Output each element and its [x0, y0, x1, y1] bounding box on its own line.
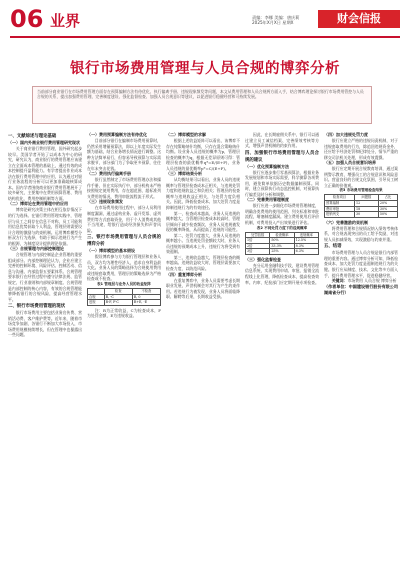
body-paragraph: 因此，在长期雇佣关系中，银行可以通过建立员工诚信档案、完善绩效考核等方式，增强声誉机制的约束作用。: [245, 132, 319, 149]
table-cell: 合规: [88, 294, 105, 300]
table-caption: 表1 管理层与业务人员的收益矩阵: [96, 281, 152, 286]
section-heading: 二、银行市场费用管理的现状: [8, 304, 66, 310]
table-cell: R, 0: [132, 294, 160, 300]
table-cell: 25%: [270, 249, 294, 255]
body-paragraph: 银行虽然制定了市场费用管理办法和操作手册，但在实际执行中，部分机构未严格按照规定使用费用，存在超范围、超标准列支费用的情况，费用审批流程流于形式。: [87, 177, 161, 199]
subsection-heading: （三）合规管理与内部控制理论: [8, 246, 64, 252]
body-paragraph: 第三，违规收益越大，管理层检查的概率越高。违规收益较大时，管理层需要加大检查力度，以防范风险。: [166, 254, 240, 272]
subsection-heading: （四）加大违规处罚力度: [324, 132, 368, 137]
subsection-heading: （一）费用预算编制方法有待优化: [87, 132, 147, 137]
column-4: [245, 132, 319, 568]
table-cell: 30%: [378, 206, 397, 212]
table-cell: 费用审批: [325, 206, 355, 212]
article-title: 银行市场费用管理与人员合规的博弈分析: [70, 60, 340, 77]
article-abstract: 当前部分商业银行在市场费用管理方面存在预算编制方法有待优化、执行偏离手册、违规现象频发等问题，本文从费用管理和人员合规两方面入手，结合博弈理论探讨银行市场费用管控与人员合规的关系，提出加强费用管理、完善制度建设、强化监督检查、加强人员合规意识等建议，以促进银行稳健经营和可持续发展。: [32, 86, 372, 124]
body-paragraph: 第一，检查成本越高，业务人员违规的概率越大。当管理层检查成本较高时，管理层倾向于减少检查频次，业务人员违规被发现的概率降低，从而提高了违规的可能性。: [166, 210, 240, 233]
subsection-heading: （三）强化监督检查: [245, 256, 281, 262]
keywords: [324, 278, 398, 284]
table-cell: 12.5%: [294, 238, 318, 244]
body-paragraph: 在重复博弈中，业务人员需要考虑长期职业发展，声誉机制会对其行为产生约束作用。若违规行为被发现，业务人员将面临降职、解聘等后果，长期收益受损。: [166, 277, 240, 300]
body-paragraph: 博弈论研究决策主体在相互依存情况下的行为选择。在银行费用管理实践中，管理层与员工之间存在信息不对称，员工可能利用信息优势获取个人利益，管理层则需要设计合理的激励与约束机制。运用博弈模型分析双方行为选择，有助于揭示违规行为产生的根源，为制度设计提供理论依据。: [8, 207, 82, 246]
table-cell: 50%: [270, 238, 294, 244]
body-paragraph: 市场费用管理与人员合规是银行内部管理的重要内容。通过博弈分析可知，降低检查成本、加大处罚力度是遏制违规行为的关键。银行应从制度、技术、文化等多方面入手，提升费用管理水平，促进稳健经营。: [324, 250, 398, 278]
body-paragraph: 将费用管理和合规情况纳入绩效考核体系，对合规表现突出的员工给予奖励，对违规人员扣减绩效，实现激励与约束并重。: [324, 225, 398, 242]
section-heading: 五、结语: [324, 244, 342, 250]
table-caption: 表2 不同处罚力度下的违规概率: [256, 225, 308, 230]
data-table: [87, 288, 161, 306]
column-3: [166, 132, 240, 568]
table-header-row: [246, 232, 319, 238]
table-header-cell: 处罚倍数: [246, 232, 270, 238]
table-row: [246, 249, 319, 255]
table-header-cell: 检查项目: [325, 195, 355, 201]
section-heading: 四、加强银行市场费用管理与人员合规的建议: [245, 150, 319, 163]
table-cell: 20%: [378, 200, 397, 206]
newspaper-logo: 财会信报: [318, 10, 400, 28]
header-rule: [10, 36, 400, 38]
body-paragraph: 银行应建立严格的违规问责机制，对于违规套取费用的行为，除追回违规资金外，还应给予经济处罚和纪律处分，情节严重的移交司法机关处理，形成有效震慑。: [324, 138, 398, 160]
date-line: 2025年X月X日 星期X: [252, 20, 294, 25]
editor-line: 责编：李娜 美编：唐庆莉: [252, 15, 300, 20]
data-table: [324, 194, 398, 217]
table-cell: R-F, F-C: [104, 300, 132, 306]
table-cell: 18: [354, 206, 378, 212]
body-paragraph: 合规管理与内部控制是企业管理的重要组成部分。内部控制理论认为，企业应建立完善的控制环境、风险评估、控制活动、信息与沟通、内部监督五要素体系。合规管理要求银行在经营过程中遵守法律法规、监管规定、行业准则和内部规章制度。合规管理是内部控制的核心内容，有效的合规管理能够降低银行的合规风险，提高经营管理水平。: [8, 252, 82, 302]
table-header-cell: 检查: [104, 288, 132, 294]
subsection-heading: （二）完善费用管理制度: [245, 197, 289, 203]
subsection-heading: （一）博弈模型的基本假设: [87, 248, 135, 254]
table-row: [325, 212, 398, 218]
subsection-heading: （二）博弈论在费用管理中的应用: [8, 201, 68, 207]
subsection-heading: （四）重复博弈分析: [166, 271, 202, 277]
table-cell: 33.3%: [270, 243, 294, 249]
body-paragraph: 银行市场费用主要包括业务宣传费、营销活动费、客户维护费等。近年来，随着市场竞争加剧，各银行不断加大市场投入，市场费用规模持续增长，但在管理中也暴露出一些问题。: [8, 310, 82, 338]
body-paragraph: 假设博弈参与方为银行管理层和业务人员，双方均为理性经济人，追求自身利益最大化。业务人员的策略选择为合规使用费用或违规套取费用，管理层的策略选择为严格检查或不检查。: [87, 254, 161, 282]
body-paragraph: 关于商业银行费用管理，国外研究起步较早。美国学者开始了以成本为中心的研究，研究认为，商业银行的费用管理应该建立在全面成本管理的基础上，通过有效的成本控制提升盈利能力。有学者提出作业成本法在银行费用管理中的应用，认为通过对银行业务流程的分析可以更加准确地核算成本。国内学者围绕商业银行费用管理展开了较多研究，主要集中在费用预算管理、费用结构优化、费用控制机制等方面。: [8, 146, 82, 201]
subsection-heading: （六）完善激励约束机制: [324, 219, 368, 225]
header-meta: [252, 15, 299, 25]
table-header-row: [325, 195, 398, 201]
subsection-heading: （三）违规现象频发: [87, 199, 123, 205]
column-2: [87, 132, 161, 568]
table-header-cell: 违规概率: [294, 232, 318, 238]
table-cell: 3倍: [246, 249, 270, 255]
body-paragraph: 第二，处罚力度越大，业务人员违规的概率越小。当违规处罚金额较大时，业务人员违规的预期成本上升，违规行为将受到有效遏制。: [166, 232, 240, 255]
table-cell: 12: [354, 200, 378, 206]
table-cell: R, -C: [104, 294, 132, 300]
subsection-heading: （二）费用执行偏离手册: [87, 171, 131, 177]
body-paragraph: 银行应进一步细化市场费用管理制度，明确各类费用的使用范围、列支标准和审批流程，堵塞制度漏洞。建立费用使用后评价机制，对费用投入产出效果进行评估。: [245, 203, 319, 226]
table-cell: 报销列支: [325, 212, 355, 218]
body-paragraph: 注：R为正常收益，C为检查成本，F为处罚金额，E为违规收益。: [87, 307, 161, 319]
section-number: 06: [10, 5, 44, 33]
table-cell: 违规: [88, 300, 105, 306]
table-cell: 50%: [378, 212, 397, 218]
column-1: [8, 132, 82, 568]
subsection-heading: （二）博弈模型的求解: [166, 132, 206, 137]
table-header-cell: 检查概率: [270, 232, 294, 238]
keywords-label: 关键词：: [331, 278, 348, 284]
table-cell: 2倍: [246, 243, 270, 249]
table-header-cell: 问题数: [354, 195, 378, 201]
section-heading: 一、文献综述与理论基础: [8, 134, 57, 139]
table-row: [88, 300, 161, 306]
body-paragraph: 从均衡结果可以看出，业务人员的违规概率与管理层检查成本正相关，与违规处罚力度和违规收益之和负相关；管理层的检查概率与违规收益正相关，与处罚力度负相关。因此，降低检查成本、加大处罚力度是抑制违规行为的有效途径。: [166, 177, 240, 211]
body-paragraph: 充分运用金融科技手段，建设费用管理信息系统，实现费用申请、审批、报销全流程线上化管理，降低检查成本，提高检查效率。内审、纪检部门应定期开展专项检查。: [245, 262, 319, 285]
section-name: 业界: [50, 12, 81, 30]
author-affiliation: （作者单位：中国建设银行股份有限公司湖南省分行）: [324, 283, 398, 295]
body-paragraph: 目前部分银行在编制市场费用预算时，仍然采用增量预算法，即以上年度实际发生额为基础，结合业务增长情况进行调整。这种方法简单易行，但容易导致预算与实际需求脱节，部分部门为了争取更多预算，往往在年末突击花钱。: [87, 138, 161, 171]
table-caption: 表3 市场费用管理检查结果: [339, 188, 383, 193]
data-table: [245, 232, 319, 255]
table-cell: 预算编制: [325, 200, 355, 206]
subsection-heading: （五）加强人员合规意识培养: [324, 160, 376, 166]
body-paragraph: 根据上述收益矩阵可以看出，该博弈不存在纯策略纳什均衡，只存在混合策略纳什均衡。设业务人员违规的概率为p，管理层检查的概率为q，根据无差异原则可得：管理层检查的最优概率q*=E/(E+F)，业务人员违规的最优概率p*=C/(E+F)。: [166, 138, 240, 171]
keywords-value: 市场费用 人员合规 博弈分析: [347, 278, 397, 284]
column-5: [324, 132, 398, 568]
table-cell: 30: [354, 212, 378, 218]
page-header: [0, 0, 410, 40]
table-cell: 6.3%: [294, 249, 318, 255]
body-paragraph: 银行应定期开展合规教育培训，通过案例警示教育，增强员工的合规意识和风险意识。营造良好的合规文化氛围，引导员工树立正确的价值观。: [324, 166, 398, 188]
article-body: [8, 132, 400, 568]
subsection-heading: （三）博弈结果分析: [166, 171, 202, 177]
table-cell: 8.3%: [294, 243, 318, 249]
body-paragraph: 银行应逐步推行零基预算法，根据业务发展规划和市场实际需要，科学测算各项费用，避免简单依据历史数据编制预算。同时，建立预算执行动态监控机制，对预算执行偏差及时分析和调整。: [245, 169, 319, 197]
subsection-heading: （一）国内外商业银行费用管理研究现状: [8, 140, 80, 145]
table-cell: R+E, -E: [132, 300, 160, 306]
body-paragraph: 在市场费用使用过程中，部分人员利用制度漏洞，通过虚构业务、虚开发票、虚列费用等方式套取资金，用于个人消费或其他不当用途，给银行造成经济损失和声誉风险。: [87, 205, 161, 233]
subsection-heading: （一）优化预算编制方法: [245, 163, 289, 169]
table-header-cell: 占比: [378, 195, 397, 201]
table-cell: 1倍: [246, 238, 270, 244]
table-header-cell: 不检查: [132, 288, 160, 294]
section-heading: 三、银行市场费用管理与人员合规的博弈分析: [87, 235, 161, 248]
